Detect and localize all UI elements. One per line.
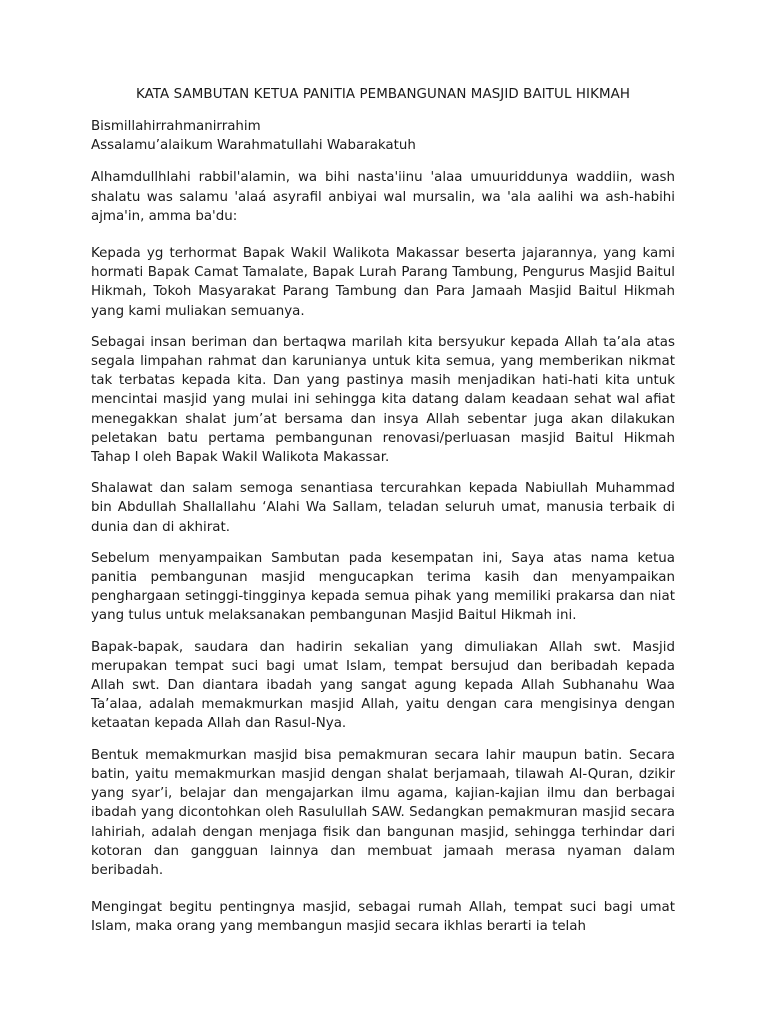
paragraph-salutation: Kepada yg terhormat Bapak Wakil Walikota Makassar beserta jajarannya, yang kami hormati Bapak Camat Tamalate, Bapak Lurah Parang Tambung, Pengurus Masjid Baitul Hikmah, Tokoh Masyarakat Parang Tambung dan Para Jamaah Masjid Baitul Hikmah yang kami muliakan semuanya. xyxy=(91,246,675,319)
paragraph-shalawat: Shalawat dan salam semoga senantiasa tercurahkan kepada Nabiullah Muhammad bin Abdullah Shallallahu ‘Alahi Wa Sallam, teladan seluruh umat, manusia terbaik di dunia dan di akhirat. xyxy=(91,481,675,535)
paragraph-memakmurkan: Bentuk memakmurkan masjid bisa pemakmuran secara lahir maupun batin. Secara batin, yaitu memakmurkan masjid dengan shalat berjamaah, tilawah Al-Quran, dzikir yang syar’i, belajar dan mengajarkan ilmu agama, kajian-kajian ilmu dan berbagai ibadah yang dicontohkan oleh Rasulullah SAW. Sedangkan pemakmuran masjid secara lahiriah, adalah dengan menjaga fisik dan bangunan masjid, sehingga terhindar dari kotoran dan gangguan lainnya dan membuat jamaah merasa nyaman dalam beribadah. xyxy=(91,747,675,878)
opening-greetings xyxy=(91,117,675,155)
paragraph-thanks: Sebelum menyampaikan Sambutan pada kesempatan ini, Saya atas nama ketua panitia pembangunan masjid mengucapkan terima kasih dan menyampaikan penghargaan setinggi-tingginya kepada semua pihak yang memiliki prakarsa dan niat yang tulus untuk melaksanakan pembangunan Masjid Baitul Hikmah ini. xyxy=(91,550,675,624)
document-page xyxy=(91,86,675,949)
paragraph-masjid-meaning: Bapak-bapak, saudara dan hadirin sekalian yang dimuliakan Allah swt. Masjid merupakan tempat suci bagi umat Islam, tempat bersujud dan beribadah kepada Allah swt. Dan diantara ibadah yang sangat agung kepada Allah Subhanahu Waa Ta’alaa, adalah memakmurkan masjid Allah, yaitu dengan cara mengisinya dengan ketaatan kepada Allah dan Rasul-Nya. xyxy=(91,639,675,732)
greeting-basmalah: Bismillahirrahmanirrahim xyxy=(91,119,261,134)
greeting-salam: Assalamu’alaikum Warahmatullahi Wabarakatuh xyxy=(91,138,416,154)
paragraph-importance: Mengingat begitu pentingnya masjid, sebagai rumah Allah, tempat suci bagi umat Islam, maka orang yang membangun masjid secara ikhlas berarti ia telah xyxy=(91,900,675,935)
paragraph-hamdalah: Alhamdullhlahi rabbil'alamin, wa bihi nasta'iinu 'alaa umuuriddunya waddiin, wash shalatu was salamu 'alaá asyrafil anbiyai wal mursalin, wa 'ala aalihi wa ash-habihi ajma'in, amma ba'du: xyxy=(91,170,675,224)
paragraph-gratitude: Sebagai insan beriman dan bertaqwa marilah kita bersyukur kepada Allah ta’ala atas segala limpahan rahmat dan karunianya untuk kita semua, yang memberikan nikmat tak terbatas kepada kita. Dan yang pastinya masih menjadikan hati-hati kita untuk mencintai masjid yang mulai ini sehingga kita datang dalam keadaan sehat wal afiat menegakkan shalat jum’at bersama dan insya Allah sebentar juga akan dilakukan peletakan batu pertama pembangunan renovasi/perluasan masjid Baitul Hikmah Tahap I oleh Bapak Wakil Walikota Makassar. xyxy=(91,334,675,466)
document-title: KATA SAMBUTAN KETUA PANITIA PEMBANGUNAN MASJID BAITUL HIKMAH xyxy=(135,87,631,102)
